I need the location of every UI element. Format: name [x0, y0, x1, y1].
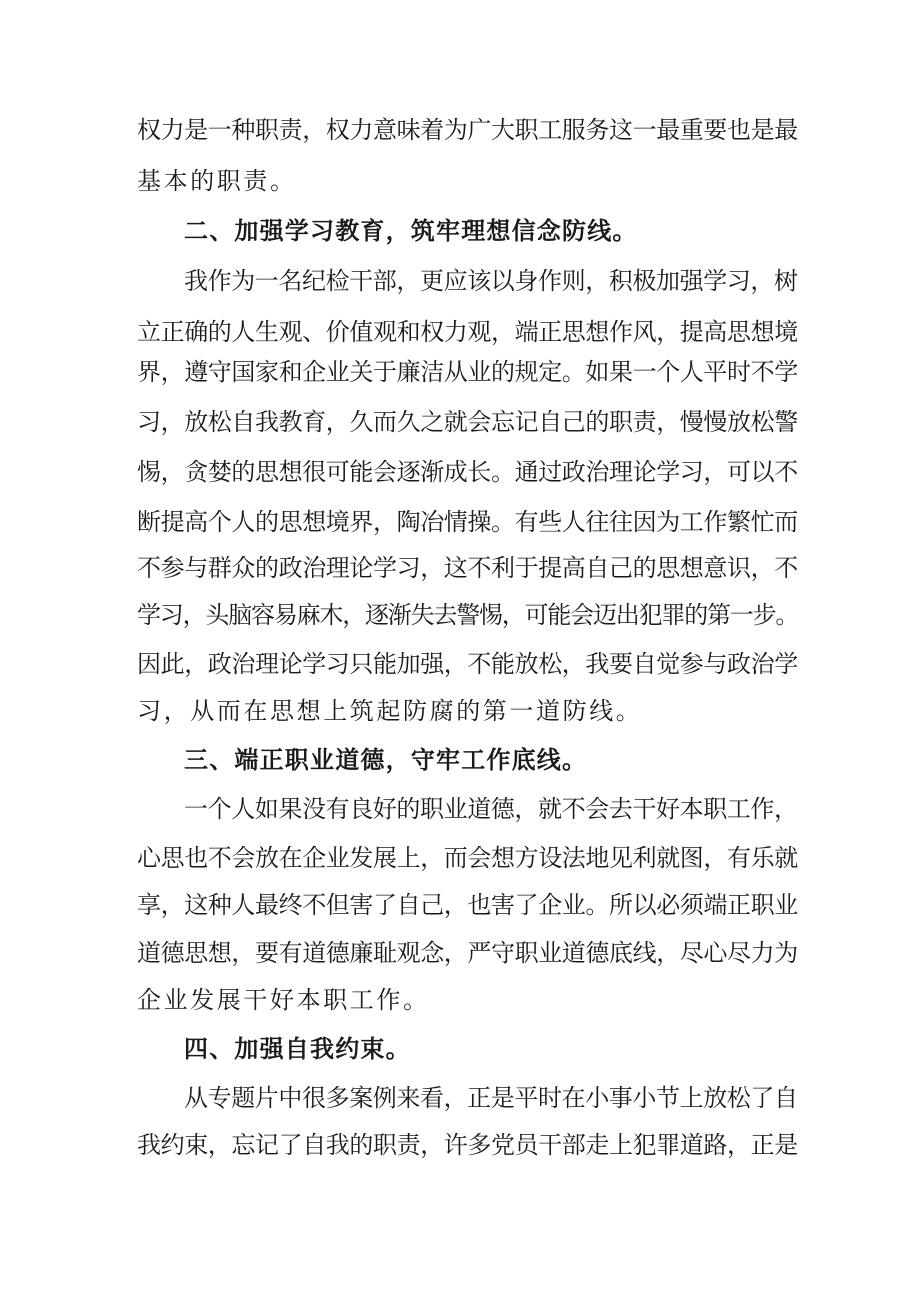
text-line: 享，这种人最终不但害了自己，也害了企业。所以必须端正职业 [137, 891, 798, 919]
text-line: 习，从而在思想上筑起防腐的第一道防线。 [137, 697, 643, 725]
section-heading-3: 三、端正职业道德，守牢工作底线。 [184, 746, 588, 774]
text-line: 权力是一种职责，权力意味着为广大职工服务这一最重要也是最 [137, 116, 798, 144]
text-line: 因此，政治理论学习只能加强，不能放松，我要自觉参与政治学 [137, 650, 798, 678]
text-line: 心思也不会放在企业发展上，而会想方设法地见利就图，有乐就 [137, 844, 798, 872]
text-line: 企业发展干好本职工作。 [137, 986, 430, 1014]
text-line: 从专题片中很多案例来看，正是平时在小事小节上放松了自 [184, 1084, 798, 1112]
text-line: 断提高个人的思想境界，陶冶情操。有些人往往因为工作繁忙而 [137, 508, 798, 536]
text-line: 道德思想，要有道德廉耻观念，严守职业道德底线，尽心尽力为 [137, 939, 798, 967]
text-line: 我约束，忘记了自我的职责，许多党员干部走上犯罪道路，正是 [137, 1131, 798, 1159]
text-line: 一个人如果没有良好的职业道德，就不会去干好本职工作， [184, 795, 798, 823]
section-heading-2: 二、加强学习教育，筑牢理想信念防线。 [184, 217, 638, 245]
text-line: 学习，头脑容易麻木，逐渐失去警惕，可能会迈出犯罪的第一步。 [137, 601, 799, 629]
text-line: 界，遵守国家和企业关于廉洁从业的规定。如果一个人平时不学 [137, 358, 798, 386]
text-line: 习，放松自我教育，久而久之就会忘记自己的职责，慢慢放松警 [137, 408, 798, 436]
text-line: 立正确的人生观、价值观和权力观，端正思想作风，提高思想境 [137, 318, 798, 346]
text-line: 不参与群众的政治理论学习，这不利于提高自己的思想意识，不 [137, 554, 798, 582]
text-line: 我作为一名纪检干部，更应该以身作则，积极加强学习，树 [184, 267, 798, 295]
text-line: 惕，贪婪的思想很可能会逐渐成长。通过政治理论学习，可以不 [137, 458, 798, 486]
section-heading-4: 四、加强自我约束。 [184, 1035, 411, 1063]
text-line: 基本的职责。 [137, 167, 297, 195]
